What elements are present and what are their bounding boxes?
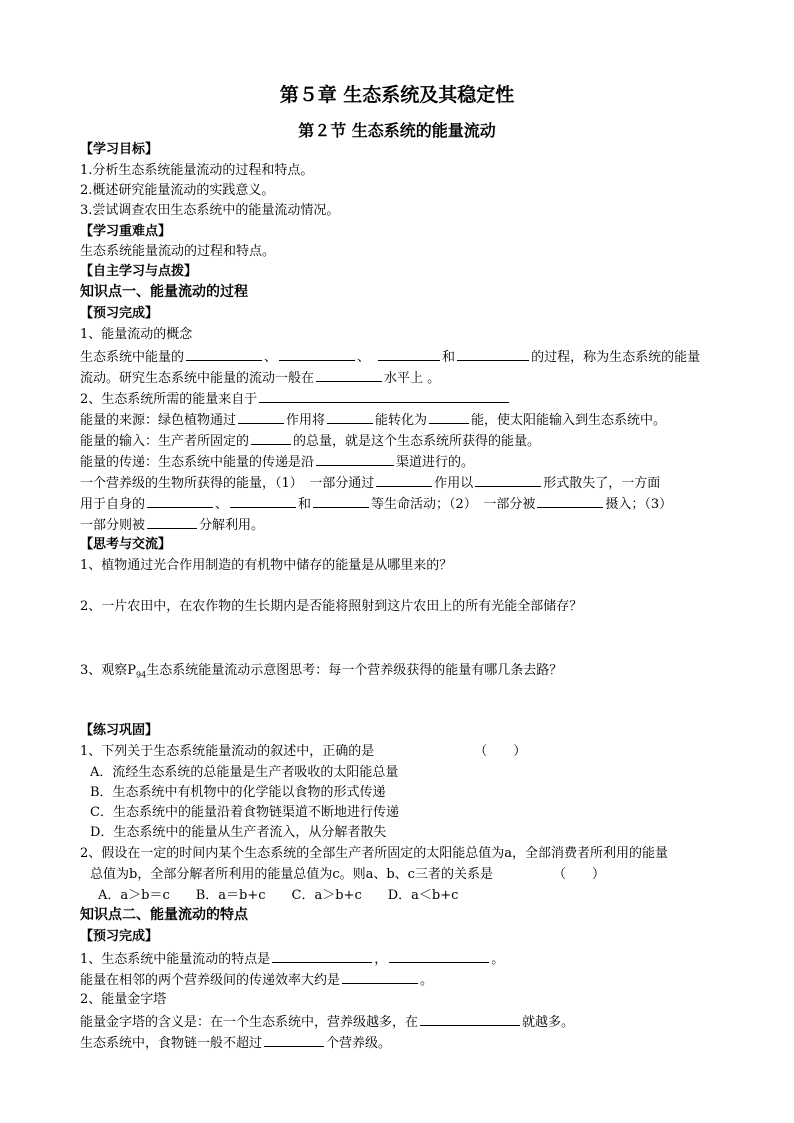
heading-preview-2: 【预习完成】 bbox=[80, 929, 159, 944]
goal-3: 3.尝试调查农田生态系统中的能量流动情况。 bbox=[80, 203, 340, 218]
blank[interactable] bbox=[420, 1012, 520, 1026]
heading-self-study: 【自主学习与点拨】 bbox=[80, 264, 198, 279]
option-1b: B．生态系统中有机物中的化学能以食物的形式传递 bbox=[90, 785, 386, 800]
goal-1: 1.分析生态系统能量流动的过程和特点。 bbox=[80, 163, 314, 178]
blank[interactable] bbox=[272, 949, 372, 963]
fill-line-3: 2、生态系统所需的能量来自于 bbox=[80, 389, 511, 408]
knowledge-point-1: 知识点一、能量流动的过程 bbox=[80, 284, 248, 300]
fill-line-9: 一部分则被 分解利用。 bbox=[80, 515, 264, 534]
think-question-1: 1、植物通过光合作用制造的有机物中储存的能量是从哪里来的？ bbox=[80, 558, 453, 573]
key-point-1: 生态系统能量流动的过程和特点。 bbox=[80, 244, 276, 259]
section-title: 第２节 生态系统的能量流动 bbox=[298, 121, 496, 140]
fill-line-4: 能量的来源：绿色植物通过 作用将 能转化为 能，使太阳能输入到生态系统中。 bbox=[80, 410, 666, 429]
option-1c: C．生态系统中的能量沿着食物链渠道不断地进行传递 bbox=[90, 805, 399, 820]
blank[interactable] bbox=[147, 515, 197, 529]
fill-line-6: 能量的传递：生态系统中能量的传递是沿 渠道进行的。 bbox=[80, 452, 474, 471]
blank[interactable] bbox=[316, 452, 394, 466]
practice-question-2-cont: 总值为b，全部分解者所利用的能量总值为c。则a、b、c三者的关系是 （ ） bbox=[90, 867, 605, 882]
think-question-2: 2、一片农田中，在农作物的生长期内是否能将照射到这片农田上的所有光能全部储存？ bbox=[80, 599, 583, 614]
heading-think-discuss: 【思考与交流】 bbox=[80, 537, 172, 552]
blank[interactable] bbox=[389, 949, 489, 963]
knowledge-point-2: 知识点二、能量流动的特点 bbox=[80, 907, 248, 923]
options-2: A．a＞b＝c B．a＝b+c C．a＞b+c D．a＜b+c bbox=[98, 888, 459, 903]
fill-line-1: 生态系统中能量的 、 、 和 的过程，称为生态系统的能量 bbox=[80, 347, 700, 366]
blank[interactable] bbox=[238, 410, 284, 424]
blank[interactable] bbox=[475, 473, 541, 487]
blank[interactable] bbox=[378, 347, 440, 361]
heading-learning-goals: 【学习目标】 bbox=[80, 142, 159, 157]
blank[interactable] bbox=[342, 970, 418, 984]
blank[interactable] bbox=[376, 473, 432, 487]
energy-pyramid-heading: 2、能量金字塔 bbox=[80, 992, 167, 1007]
fill-line-11: 能量在相邻的两个营养级间的传递效率大约是 。 bbox=[80, 970, 433, 989]
heading-preview-1: 【预习完成】 bbox=[80, 306, 159, 321]
blank[interactable] bbox=[457, 347, 529, 361]
fill-line-7: 一个营养级的生物所获得的能量，（1） 一部分通过 作用以 形式散失了，一方面 bbox=[80, 473, 660, 492]
fill-line-5: 能量的输入：生产者所固定的 的总量，就是这个生态系统所获得的能量。 bbox=[80, 431, 540, 450]
chapter-title: 第５章 生态系统及其稳定性 bbox=[279, 84, 515, 106]
blank[interactable] bbox=[316, 368, 382, 382]
think-question-3: 3、观察$P_{94}$生态系统能量流动示意图思考：每一个营养级获得的能量有哪几条去路？ bbox=[80, 663, 563, 680]
heading-practice: 【练习巩固】 bbox=[80, 723, 159, 738]
answer-bracket[interactable]: （ ） bbox=[474, 744, 527, 759]
practice-question-1: 1、下列关于生态系统能量流动的叙述中，正确的是 （ ） bbox=[80, 744, 527, 759]
blank[interactable] bbox=[259, 389, 509, 403]
fill-line-10: 1、生态系统中能量流动的特点是 ， 。 bbox=[80, 949, 504, 968]
blank[interactable] bbox=[264, 1033, 324, 1047]
blank[interactable] bbox=[537, 494, 603, 508]
blank[interactable] bbox=[313, 494, 369, 508]
question-energy-flow-concept: 1、能量流动的概念 bbox=[80, 327, 193, 342]
fill-line-12: 能量金字塔的含义是：在一个生态系统中，营养级越多，在 就越多。 bbox=[80, 1012, 574, 1031]
blank[interactable] bbox=[230, 494, 296, 508]
goal-2: 2.概述研究能量流动的实践意义。 bbox=[80, 183, 275, 198]
fill-line-8: 用于自身的 、 和 等生命活动；（2） 一部分被 摄入；（3） bbox=[80, 494, 672, 513]
fill-line-2: 流动。研究生态系统中能量的流动一般在 水平上 。 bbox=[80, 368, 440, 387]
blank[interactable] bbox=[147, 494, 213, 508]
option-1d: D．生态系统中的能量从生产者流入，从分解者散失 bbox=[90, 825, 387, 840]
answer-bracket[interactable]: （ ） bbox=[552, 867, 605, 882]
practice-question-2: 2、假设在一定的时间内某个生态系统的全部生产者所固定的太阳能总值为a，全部消费者所利用的能量 bbox=[80, 846, 669, 861]
fill-line-13: 生态系统中，食物链一般不超过 个营养级。 bbox=[80, 1033, 391, 1052]
blank[interactable] bbox=[327, 410, 373, 424]
option-1a: A．流经生态系统的总能量是生产者吸收的太阳能总量 bbox=[90, 765, 399, 780]
blank[interactable] bbox=[186, 347, 262, 361]
heading-key-points: 【学习重难点】 bbox=[80, 224, 172, 239]
blank[interactable] bbox=[279, 347, 355, 361]
blank[interactable] bbox=[429, 410, 469, 424]
blank[interactable] bbox=[251, 431, 291, 445]
